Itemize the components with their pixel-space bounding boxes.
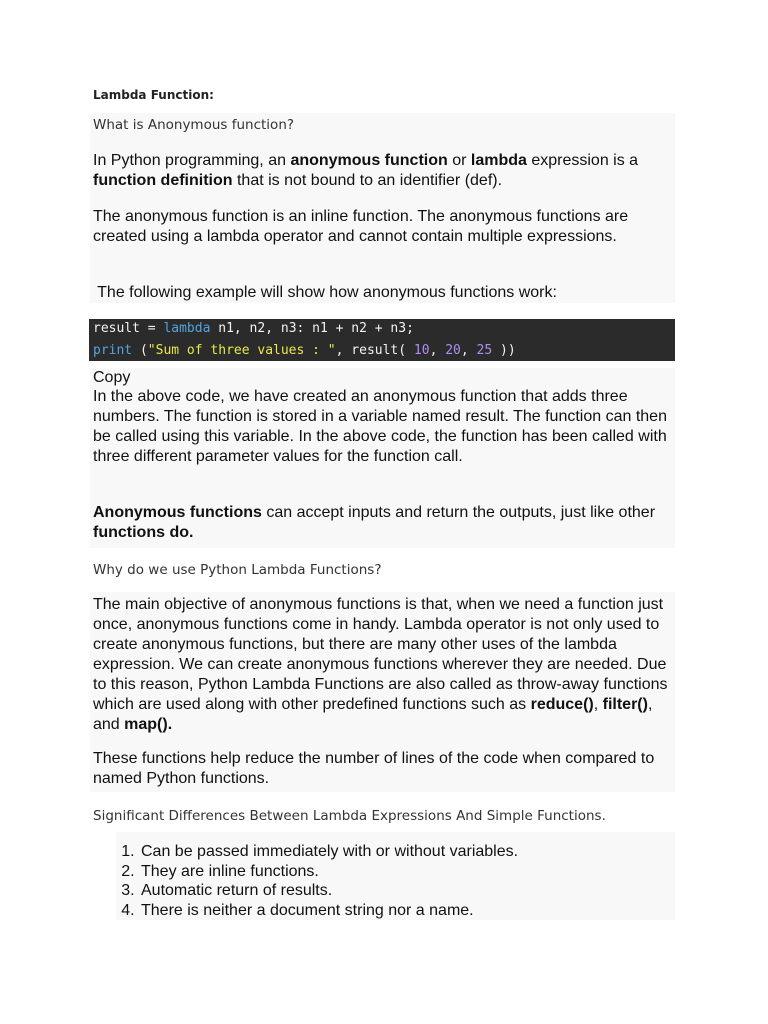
- list-item: 1. Can be passed immediately with or without variables.: [139, 842, 719, 862]
- document-title: Lambda Function:: [93, 88, 214, 102]
- paragraph-inputs-outputs: Anonymous functions can accept inputs and return the outputs, just like other functions do.: [93, 504, 656, 541]
- heading-significant-differences: Significant Differences Between Lambda Expressions And Simple Functions.: [93, 808, 606, 824]
- copy-label: Copy: [93, 369, 131, 386]
- paragraph-definition: In Python programming, an anonymous function or lambda expression is a function definition that is not bound to an identifier (def).: [93, 152, 639, 189]
- list-item: 2. They are inline functions.: [139, 862, 719, 882]
- code-line-2: print ("Sum of three values : ", result( 10, 20, 25 )): [93, 343, 516, 358]
- paragraph-inline-function: The anonymous function is an inline function. The anonymous functions are created using a lambda operator and cannot contain multiple expressions.: [93, 208, 629, 245]
- paragraph-main-objective: The main objective of anonymous functions is that, when we need a function just once, anonymous functions come in handy. Lambda operator is not only used to create anonymous functions, but there are many other uses of the lambda expression. We can create anonymous functions wherever they are needed. Due to this reason, Python Lambda Functions are also called as throw-away functions which are used along with other predefined functions such as reduce(), filter(), and map().: [93, 596, 668, 733]
- differences-list: [93, 842, 719, 920]
- list-item: 3. Automatic return of results.: [139, 881, 719, 901]
- paragraph-code-explanation: In the above code, we have created an anonymous function that adds three numbers. The function is stored in a variable named result. The function can then be called using this variable. In the above code, the function has been called with three different parameter values for the function call.: [93, 388, 667, 465]
- list-item: 4. There is neither a document string nor a name.: [139, 901, 719, 921]
- paragraph-example-intro: The following example will show how anonymous functions work:: [93, 284, 557, 301]
- heading-why-use-lambda: Why do we use Python Lambda Functions?: [93, 562, 382, 578]
- paragraph-reduce-lines: These functions help reduce the number of lines of the code when compared to named Python functions.: [93, 750, 655, 787]
- heading-what-is-anonymous: What is Anonymous function?: [93, 117, 295, 133]
- code-line-1: result = lambda n1, n2, n3: n1 + n2 + n3;: [93, 321, 414, 336]
- code-block: [89, 319, 675, 361]
